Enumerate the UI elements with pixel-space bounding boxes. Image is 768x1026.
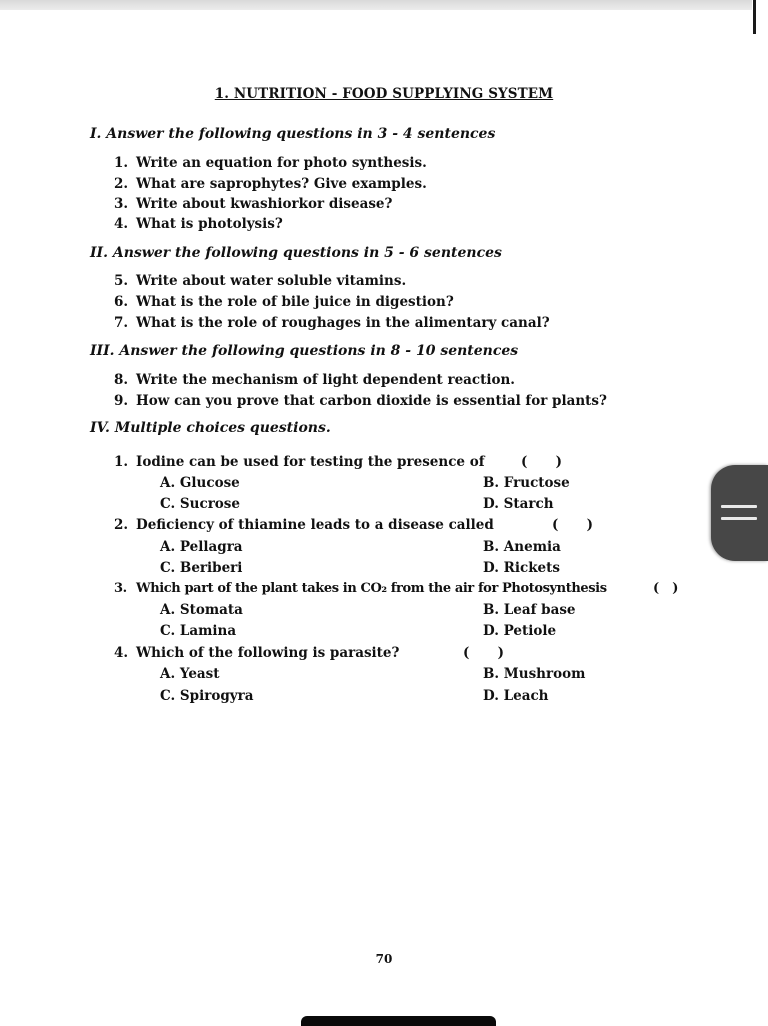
question-number: 2. (114, 176, 129, 192)
question-text: How can you prove that carbon dioxide is essential for plants? (136, 393, 607, 409)
question-1 (114, 155, 427, 171)
section-2-heading: II. Answer the following questions in 5 - 6 sentences (90, 245, 502, 261)
question-5 (114, 273, 406, 289)
home-indicator-bar[interactable] (301, 1016, 496, 1026)
question-number: 8. (114, 372, 129, 388)
answer-bracket: ( ) (552, 517, 593, 533)
section-3-heading: III. Answer the following questions in 8 - 10 sentences (90, 343, 519, 359)
option-b: B. Leaf base (483, 602, 576, 618)
question-6 (114, 294, 454, 310)
option-d: D. Petiole (483, 623, 557, 639)
option-c: C. Sucrose (160, 496, 240, 512)
question-4 (114, 216, 283, 232)
answer-bracket: ( ) (521, 454, 562, 470)
mcq-4 (114, 645, 399, 661)
mcq-3 (114, 581, 607, 596)
question-number: 5. (114, 273, 129, 289)
option-d: D. Rickets (483, 560, 560, 576)
page-edge-line (753, 0, 756, 34)
option-b: B. Anemia (483, 539, 561, 555)
question-text: What is the role of bile juice in digestion? (136, 294, 454, 310)
page-title: 1. NUTRITION - FOOD SUPPLYING SYSTEM (214, 86, 554, 102)
option-a: A. Yeast (160, 666, 220, 682)
option-c: C. Spirogyra (160, 688, 254, 704)
mcq-text: Deficiency of thiamine leads to a disease called (136, 517, 494, 533)
option-b: B. Fructose (483, 475, 570, 491)
section-4-heading: IV. Multiple choices questions. (90, 420, 331, 436)
question-number: 4. (114, 216, 129, 232)
scroll-handle[interactable] (711, 465, 768, 561)
mcq-number: 1. (114, 454, 129, 470)
option-b: B. Mushroom (483, 666, 586, 682)
mcq-text: Which part of the plant takes in CO₂ from the air for Photosynthesis (136, 581, 607, 596)
mcq-text: Which of the following is parasite? (136, 645, 400, 661)
question-number: 6. (114, 294, 129, 310)
option-a: A. Glucose (160, 475, 240, 491)
question-text: What is the role of roughages in the alimentary canal? (136, 315, 550, 331)
option-c: C. Lamina (160, 623, 237, 639)
answer-bracket: ( ) (653, 581, 677, 596)
answer-bracket: ( ) (463, 645, 504, 661)
question-8 (114, 372, 515, 388)
question-text: Write an equation for photo synthesis. (136, 155, 427, 171)
option-c: C. Beriberi (160, 560, 243, 576)
mcq-number: 4. (114, 645, 129, 661)
option-a: A. Stomata (160, 602, 243, 618)
question-text: What are saprophytes? Give examples. (136, 176, 427, 192)
question-text: Write about kwashiorkor disease? (136, 196, 393, 212)
question-number: 3. (114, 196, 129, 212)
option-a: A. Pellagra (160, 539, 243, 555)
top-edge-strip (0, 0, 752, 10)
mcq-2 (114, 517, 494, 533)
question-2 (114, 176, 427, 192)
question-text: What is photolysis? (136, 216, 283, 232)
section-1-heading: I. Answer the following questions in 3 - 4 sentences (90, 126, 496, 142)
question-7 (114, 315, 550, 331)
mcq-1 (114, 454, 485, 470)
question-9 (114, 393, 607, 409)
question-text: Write the mechanism of light dependent reaction. (136, 372, 516, 388)
mcq-number: 2. (114, 517, 129, 533)
mcq-text: Iodine can be used for testing the presence of (136, 454, 485, 470)
question-text: Write about water soluble vitamins. (136, 273, 407, 289)
question-3 (114, 196, 392, 212)
page-number: 70 (375, 952, 393, 966)
question-number: 9. (114, 393, 129, 409)
option-d: D. Leach (483, 688, 549, 704)
question-number: 1. (114, 155, 129, 171)
mcq-number: 3. (114, 581, 127, 596)
option-d: D. Starch (483, 496, 554, 512)
question-number: 7. (114, 315, 129, 331)
